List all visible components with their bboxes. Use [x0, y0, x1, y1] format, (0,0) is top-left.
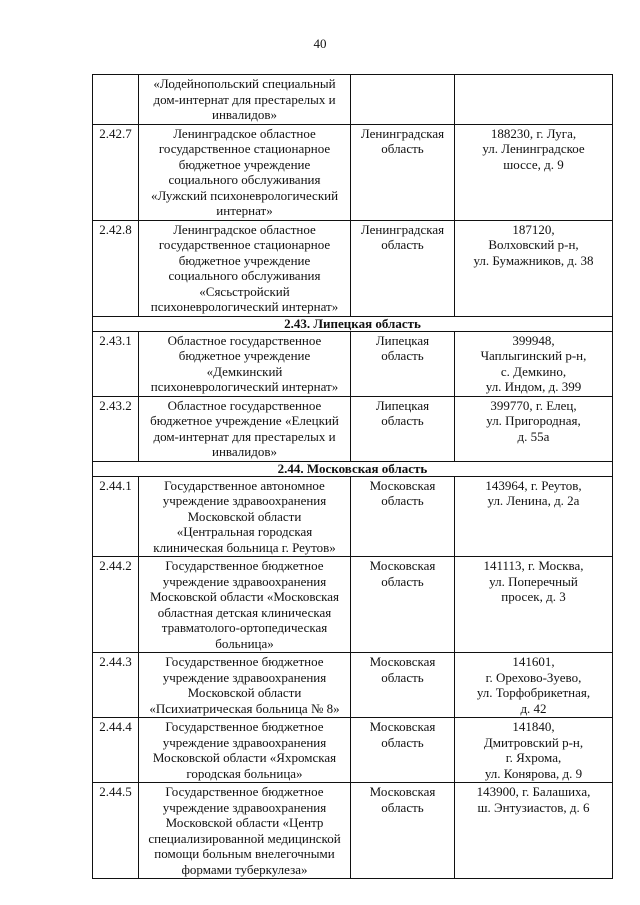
- address-cell: 187120, Волховский р-н, ул. Бумажников, д. 38: [455, 220, 613, 316]
- address-cell: [455, 75, 613, 125]
- row-number-cell: 2.42.8: [93, 220, 139, 316]
- row-number-cell: 2.44.5: [93, 783, 139, 879]
- row-number-cell: 2.44.1: [93, 476, 139, 557]
- section-header-row: [93, 461, 613, 476]
- region-cell: Ленинградская область: [351, 124, 455, 220]
- address-cell: 399770, г. Елец, ул. Пригородная, д. 55а: [455, 396, 613, 461]
- table-row: [93, 331, 613, 396]
- region-cell: Московская область: [351, 718, 455, 783]
- table-row: [93, 718, 613, 783]
- region-cell: Московская область: [351, 783, 455, 879]
- page-number: 40: [313, 36, 327, 51]
- table-row: [93, 557, 613, 653]
- section-title: 2.44. Московская область: [93, 461, 613, 476]
- table-row: [93, 75, 613, 125]
- institution-name-cell: Областное государственное бюджетное учреждение «Демкинский психоневрологический интернат»: [139, 331, 351, 396]
- table-row: [93, 476, 613, 557]
- institution-name-cell: Областное государственное бюджетное учреждение «Елецкий дом-интернат для престарелых и инвалидов»: [139, 396, 351, 461]
- address-cell: 143964, г. Реутов, ул. Ленина, д. 2а: [455, 476, 613, 557]
- institution-name-cell: Ленинградское областное государственное стационарное бюджетное учреждение социального обслуживания «Лужский психоневрологический интернат»: [139, 124, 351, 220]
- region-cell: [351, 75, 455, 125]
- table-row: [93, 220, 613, 316]
- institution-name-cell: Государственное бюджетное учреждение здравоохранения Московской области «Московская областная детская клиническая травматолого-ортопедическая больница»: [139, 557, 351, 653]
- address-cell: 399948, Чаплыгинский р-н, с. Демкино, ул. Индом, д. 399: [455, 331, 613, 396]
- address-cell: 141601, г. Орехово-Зуево, ул. Торфобрикетная, д. 42: [455, 653, 613, 718]
- section-title: 2.43. Липецкая область: [93, 316, 613, 331]
- institution-name-cell: «Лодейнопольский специальный дом-интернат для престарелых и инвалидов»: [139, 75, 351, 125]
- region-cell: Липецкая область: [351, 331, 455, 396]
- region-cell: Московская область: [351, 653, 455, 718]
- address-cell: 141840, Дмитровский р-н, г. Яхрома, ул. Конярова, д. 9: [455, 718, 613, 783]
- table-row: [93, 396, 613, 461]
- table-row: [93, 783, 613, 879]
- institution-name-cell: Государственное бюджетное учреждение здравоохранения Московской области «Психиатрическая больница № 8»: [139, 653, 351, 718]
- institution-name-cell: Государственное бюджетное учреждение здравоохранения Московской области «Яхромская городская больница»: [139, 718, 351, 783]
- address-cell: 143900, г. Балашиха, ш. Энтузиастов, д. 6: [455, 783, 613, 879]
- institution-name-cell: Государственное автономное учреждение здравоохранения Московской области «Центральная городская клиническая больница г. Реутов»: [139, 476, 351, 557]
- section-header-row: [93, 316, 613, 331]
- region-cell: Московская область: [351, 557, 455, 653]
- region-cell: Ленинградская область: [351, 220, 455, 316]
- row-number-cell: 2.44.3: [93, 653, 139, 718]
- institution-name-cell: Государственное бюджетное учреждение здравоохранения Московской области «Центр специализированной медицинской помощи больным внелегочными формами туберкулеза»: [139, 783, 351, 879]
- row-number-cell: 2.44.2: [93, 557, 139, 653]
- region-cell: Липецкая область: [351, 396, 455, 461]
- table-row: [93, 653, 613, 718]
- region-cell: Московская область: [351, 476, 455, 557]
- row-number-cell: 2.43.2: [93, 396, 139, 461]
- row-number-cell: 2.44.4: [93, 718, 139, 783]
- row-number-cell: 2.43.1: [93, 331, 139, 396]
- table-row: [93, 124, 613, 220]
- row-number-cell: [93, 75, 139, 125]
- institutions-table: [92, 74, 613, 879]
- address-cell: 141113, г. Москва, ул. Поперечный просек, д. 3: [455, 557, 613, 653]
- institution-name-cell: Ленинградское областное государственное стационарное бюджетное учреждение социального обслуживания «Сясьстройский психоневрологический интернат»: [139, 220, 351, 316]
- row-number-cell: 2.42.7: [93, 124, 139, 220]
- address-cell: 188230, г. Луга, ул. Ленинградское шоссе, д. 9: [455, 124, 613, 220]
